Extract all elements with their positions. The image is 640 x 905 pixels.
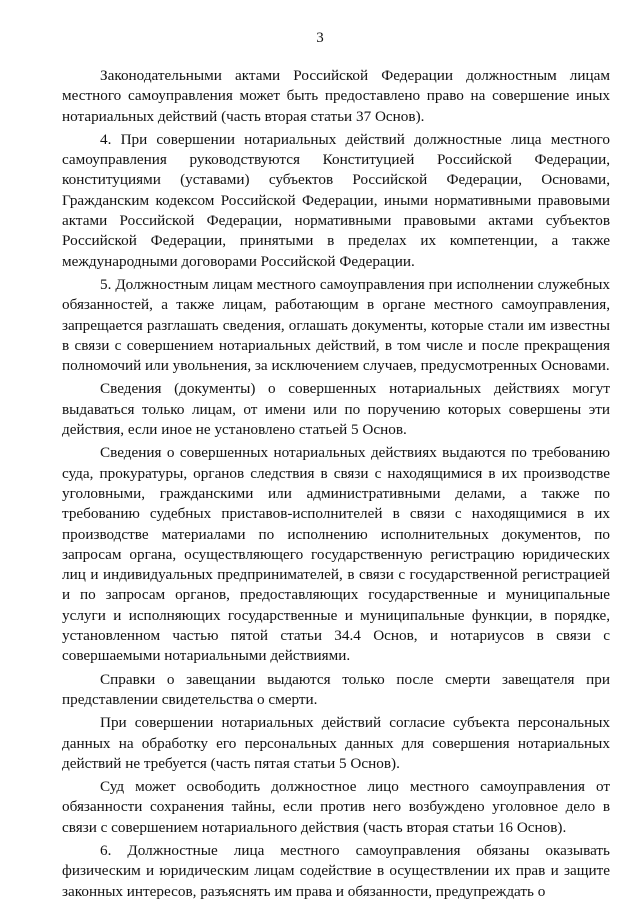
paragraph: Сведения о совершенных нотариальных действиях выдаются по требованию суда, прокуратуры, органов следствия в связи с находящимися в их производстве уголовными, гражданскими или административными делами, а также по требованию судебных приставов-исполнителей в связи с находящимися в их производстве материалами по исполнению исполнительных документов, по запросам органа, осуществляющего государственную регистрацию юридических лиц и индивидуальных предпринимателей, в связи с государственной регистрацией и по запросам органов, предоставляющих государственные и муниципальные услуги и исполняющих государственные и муниципальные функции, в порядке, установленном частью пятой статьи 34.4 Основ, и нотариусов в связи с совершаемыми нотариальными действиями. [62,444,610,665]
paragraph: 6. Должностные лица местного самоуправления обязаны оказывать физическим и юридическим лицам содействие в осуществлении их прав и защите законных интересов, разъяснять им права и обязанности, предупреждать о [62,841,610,900]
paragraph: Законодательными актами Российской Федерации должностным лицам местного самоуправления может быть предоставлено право на совершение иных нотариальных действий (часть вторая статьи 37 Основ). [62,67,610,125]
paragraph: Сведения (документы) о совершенных нотариальных действиях могут выдаваться только лицам, от имени или по поручению которых совершены эти действия, если иное не установлено статьей 5 Основ. [62,380,610,439]
paragraph: Суд может освободить должностное лицо местного самоуправления от обязанности сохранения тайны, если против него возбуждено уголовное дело в связи с совершением нотариального действия (часть вторая статьи 16 Основ). [62,778,610,836]
document-body [62,66,610,905]
paragraph: Справки о завещании выдаются только после смерти завещателя при представлении свидетельства о смерти. [62,670,610,708]
paragraph: 4. При совершении нотариальных действий должностные лица местного самоуправления руководствуются Конституцией Российской Федерации, конституциями (уставами) субъектов Российской Федерации, Основами, Гражданским кодексом Российской Федерации, иными нормативными правовыми актами Российской Федерации, нормативными правовыми актами субъектов Российской Федерации, принятыми в пределах их компетенции, а также международными договорами Российской Федерации. [62,130,610,270]
paragraph: 5. Должностным лицам местного самоуправления при исполнении служебных обязанностей, а также лицам, работающим в органе местного самоуправления, запрещается разглашать сведения, оглашать документы, которые стали им известны в связи с совершением нотариальных действий, в том числе и после прекращения полномочий или увольнения, за исключением случаев, предусмотренных Основами. [62,275,610,375]
page-number: 3 [316,30,324,46]
paragraph: При совершении нотариальных действий согласие субъекта персональных данных на обработку его персональных данных для совершения нотариальных действий не требуется (часть пятая статьи 5 Основ). [62,714,610,772]
